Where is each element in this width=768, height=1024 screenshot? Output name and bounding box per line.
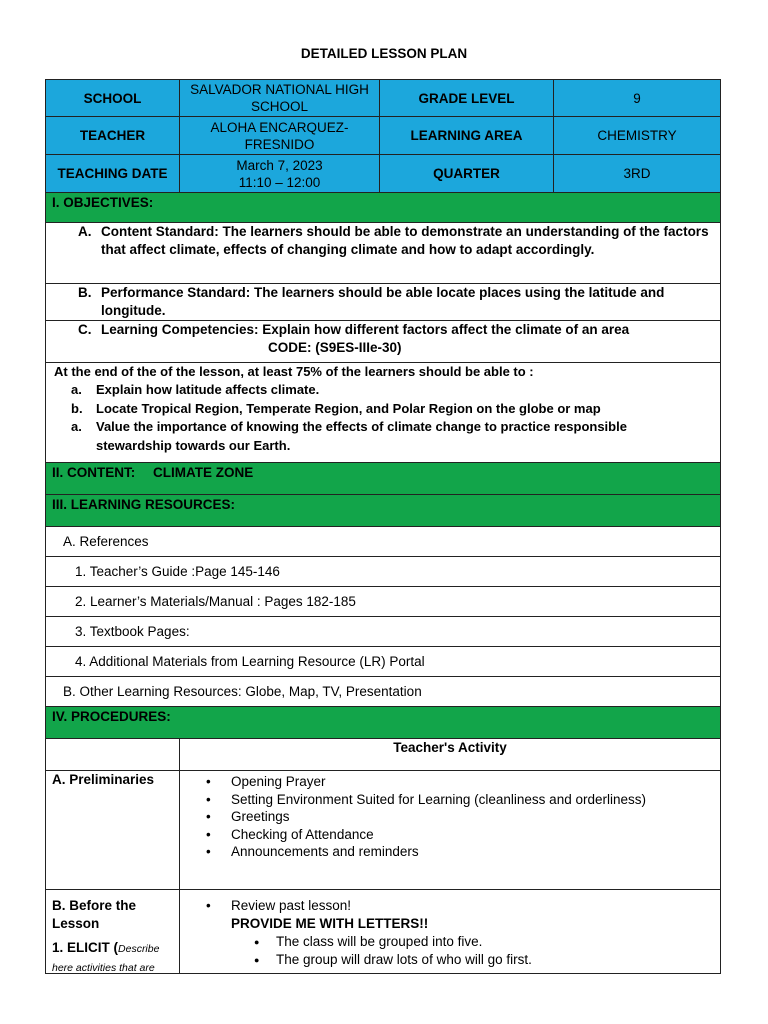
resources-heading: III. LEARNING RESOURCES: bbox=[52, 497, 236, 512]
performance-standard-letter: B. bbox=[78, 285, 92, 300]
content-standard-row bbox=[45, 223, 721, 284]
competencies-code: CODE: (S9ES-IIIe-30) bbox=[268, 340, 402, 355]
reference-item-row bbox=[45, 647, 721, 677]
list-item: • Setting Environment Suited for Learning (cleanliness and orderliness) bbox=[180, 791, 720, 809]
list-item: • Greetings bbox=[180, 808, 720, 826]
procedures-column-header-row bbox=[45, 739, 721, 771]
preliminaries-activities bbox=[180, 771, 720, 889]
objective-letter: a. bbox=[71, 419, 82, 434]
school-value: SALVADOR NATIONAL HIGH SCHOOL bbox=[180, 80, 380, 116]
learning-competencies bbox=[46, 321, 720, 362]
performance-standard-row bbox=[45, 284, 721, 321]
before-lesson-label-cell bbox=[46, 890, 180, 973]
objective-item bbox=[54, 418, 656, 455]
quarter-label: QUARTER bbox=[380, 155, 554, 192]
content-standard-letter: A. bbox=[78, 224, 92, 239]
competencies-text: Learning Competencies: Explain how different factors affect the climate of an area bbox=[101, 322, 630, 337]
list-item: • Checking of Attendance bbox=[180, 826, 720, 844]
objectives-heading-row bbox=[45, 193, 721, 223]
elicit-label: 1. ELICIT ( bbox=[52, 940, 119, 955]
references-row bbox=[45, 527, 721, 557]
lesson-plan-table bbox=[45, 79, 721, 974]
teaching-date: March 7, 2023 bbox=[236, 157, 323, 173]
objective-text: Explain how latitude affects climate. bbox=[96, 382, 320, 397]
letters-instruction: PROVIDE ME WITH LETTERS!! bbox=[231, 915, 429, 931]
content-label: II. CONTENT: bbox=[52, 465, 136, 480]
reference-item: 4. Additional Materials from Learning Resource (LR) Portal bbox=[75, 654, 425, 669]
objective-item bbox=[54, 381, 656, 400]
objectives-heading: I. OBJECTIVES: bbox=[52, 195, 154, 210]
content-row bbox=[45, 463, 721, 495]
learning-area-value: CHEMISTRY bbox=[597, 128, 677, 143]
resources-heading-row bbox=[45, 495, 721, 527]
teacher-label: TEACHER bbox=[46, 117, 180, 154]
objective-letter: b. bbox=[71, 400, 83, 416]
content-standard-text: Content Standard: The learners should be able to demonstrate an understanding of the factors that affect climate, effects of changing climate and how to adapt accordingly. bbox=[101, 224, 709, 257]
header-row-date bbox=[45, 155, 721, 193]
list-item: ● The class will be grouped into five. bbox=[180, 933, 720, 951]
other-resources-row bbox=[45, 677, 721, 707]
content-topic: CLIMATE ZONE bbox=[153, 465, 254, 480]
grouping-list bbox=[180, 933, 720, 969]
learning-objectives bbox=[46, 363, 664, 462]
before-lesson-label: B. Before the Lesson bbox=[52, 898, 137, 931]
other-resources: B. Other Learning Resources: Globe, Map, TV, Presentation bbox=[63, 684, 422, 699]
reference-item-row bbox=[45, 557, 721, 587]
header-row-teacher bbox=[45, 117, 721, 155]
grade-level-value: 9 bbox=[633, 90, 641, 106]
elicit-label-block bbox=[52, 939, 173, 977]
content-heading bbox=[46, 463, 259, 494]
teaching-date-value bbox=[180, 155, 380, 192]
before-lesson-activities bbox=[180, 890, 720, 973]
before-lesson-row bbox=[45, 890, 721, 974]
preliminaries-label: A. Preliminaries bbox=[46, 771, 180, 889]
competencies-row bbox=[45, 321, 721, 363]
objective-letter: a. bbox=[71, 382, 82, 397]
preliminaries-list bbox=[180, 773, 720, 861]
list-item: ● The group will draw lots of who will go first. bbox=[180, 951, 720, 969]
reference-item-row bbox=[45, 617, 721, 647]
references-label: A. References bbox=[63, 534, 149, 549]
preliminaries-row bbox=[45, 771, 721, 890]
procedures-heading-row bbox=[45, 707, 721, 739]
quarter-value: 3RD bbox=[623, 166, 651, 181]
reference-item: 2. Learner’s Materials/Manual : Pages 182-185 bbox=[75, 594, 356, 609]
objective-text: Value the importance of knowing the effects of climate change to practice responsible stewardship towards our Earth. bbox=[96, 419, 627, 453]
learning-objectives-row bbox=[45, 363, 721, 463]
list-item: • Announcements and reminders bbox=[180, 843, 720, 861]
document-title: DETAILED LESSON PLAN bbox=[300, 46, 468, 61]
reference-item: 1. Teacher’s Guide :Page 145-146 bbox=[75, 564, 280, 579]
reference-item-row bbox=[45, 587, 721, 617]
grade-level-label: GRADE LEVEL bbox=[380, 80, 554, 116]
teacher-value: ALOHA ENCARQUEZ-FRESNIDO bbox=[180, 117, 380, 154]
performance-standard bbox=[46, 284, 720, 320]
before-lesson-list bbox=[180, 897, 720, 915]
competencies-letter: C. bbox=[78, 322, 92, 337]
list-item: • Opening Prayer bbox=[180, 773, 720, 791]
objective-item bbox=[54, 400, 656, 419]
teaching-time: 11:10 – 12:00 bbox=[238, 174, 321, 190]
learning-area-label: LEARNING AREA bbox=[380, 117, 554, 154]
content-standard bbox=[46, 223, 720, 283]
elicit-note: Describe here activities that are bbox=[52, 943, 160, 974]
school-label: SCHOOL bbox=[46, 80, 180, 116]
procedures-heading: IV. PROCEDURES: bbox=[52, 709, 171, 724]
objectives-intro: At the end of the of the lesson, at least 75% of the learners should be able to : bbox=[54, 364, 534, 379]
list-item: • Review past lesson! bbox=[180, 897, 720, 915]
performance-standard-text: Performance Standard: The learners should be able locate places using the latitude and longitude. bbox=[101, 285, 665, 318]
header-row-school bbox=[45, 79, 721, 117]
teaching-date-label: TEACHING DATE bbox=[46, 155, 180, 192]
procedures-blank-cell bbox=[46, 739, 180, 770]
teachers-activity-header: Teacher's Activity bbox=[393, 740, 507, 755]
reference-item: 3. Textbook Pages: bbox=[75, 624, 190, 639]
objective-text: Locate Tropical Region, Temperate Region, and Polar Region on the globe or map bbox=[96, 400, 601, 416]
